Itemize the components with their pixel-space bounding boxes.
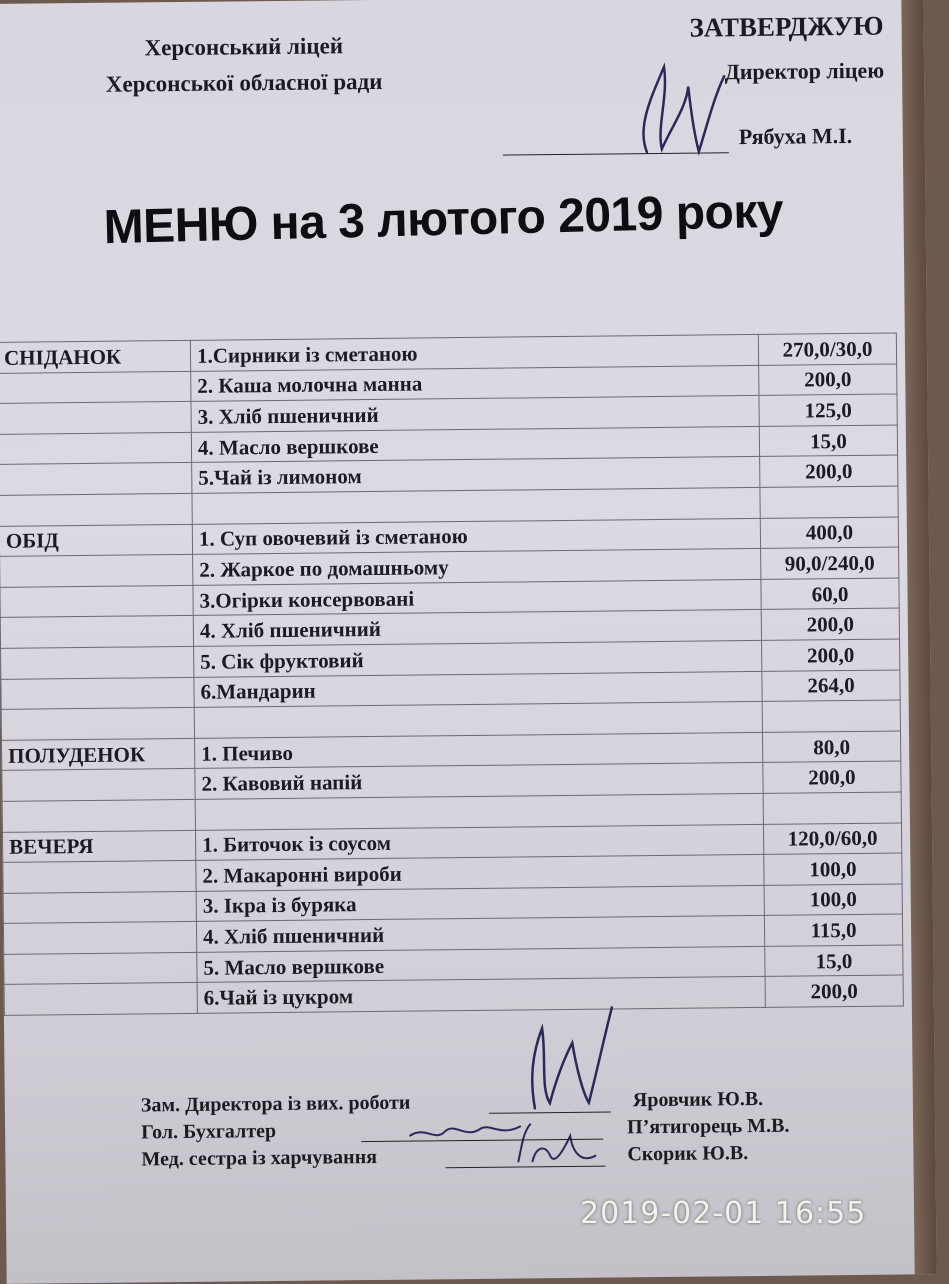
dish-cell: 2. Кавовий напій [195, 763, 763, 800]
quantity-cell: 15,0 [759, 425, 897, 457]
dish-cell: 6.Чай із цукром [197, 977, 765, 1014]
signatories-block [141, 1094, 142, 1175]
nurse-signature [510, 1116, 601, 1172]
meal-cell [1, 707, 194, 740]
dish-cell: 3. Ікра із буряка [196, 885, 764, 922]
dish-cell: 4. Хліб пшеничний [196, 916, 764, 953]
meal-cell [1, 677, 194, 710]
meal-cell [0, 555, 193, 588]
quantity-cell: 100,0 [764, 884, 902, 916]
quantity-cell: 264,0 [762, 670, 900, 702]
quantity-cell: 125,0 [759, 394, 897, 426]
accountant-signature [405, 1116, 525, 1147]
director-name: Рябуха М.І. [739, 123, 853, 150]
meal-cell [3, 922, 196, 955]
quantity-cell: 200,0 [759, 364, 897, 396]
meal-cell [0, 432, 192, 465]
signature-line [446, 1166, 606, 1169]
quantity-cell: 200,0 [763, 761, 901, 793]
director-title: Директор ліцею [634, 58, 894, 87]
quantity-cell: 400,0 [760, 517, 898, 549]
meal-cell [0, 585, 193, 618]
signatory-role: Гол. Бухгалтер [141, 1120, 276, 1144]
quantity-cell: 200,0 [760, 455, 898, 487]
quantity-cell: 80,0 [762, 731, 900, 763]
dish-cell: 5. Сік фруктовий [194, 640, 762, 677]
menu-table [0, 332, 904, 1015]
meal-cell [0, 402, 191, 435]
meal-cell [4, 952, 197, 985]
approval-block [633, 11, 894, 87]
approve-label: ЗАТВЕРДЖУЮ [633, 11, 893, 45]
signatory-name: П’ятигорець М.В. [627, 1115, 790, 1140]
quantity-cell [763, 792, 901, 824]
quantity-cell [762, 700, 900, 732]
quantity-cell: 270,0/30,0 [758, 333, 896, 365]
meal-cell [3, 891, 196, 924]
organization-header [54, 27, 435, 103]
signature-line [361, 1139, 603, 1143]
dish-cell: 4. Масло вершкове [191, 426, 759, 463]
meal-cell [4, 983, 197, 1016]
dish-cell: 1. Печиво [195, 732, 763, 769]
dish-cell: 1.Сирники із сметаною [190, 334, 758, 371]
quantity-cell: 115,0 [764, 914, 902, 946]
dish-cell: 1. Биточок із соусом [195, 824, 763, 861]
meal-cell [0, 371, 191, 404]
meal-cell: ОБІД [0, 524, 193, 557]
meal-cell [2, 769, 195, 802]
org-name-line2: Херсонської обласної ради [54, 63, 434, 103]
dish-cell: 5. Масло вершкове [197, 946, 765, 983]
dish-cell: 2. Жаркое по домашньому [193, 549, 761, 586]
meal-cell [1, 646, 194, 679]
dish-cell: 1. Суп овочевий із сметаною [192, 518, 760, 555]
meal-cell: СНІДАНОК [0, 340, 191, 373]
quantity-cell: 200,0 [761, 608, 899, 640]
dish-cell: 3.Огірки консервовані [193, 579, 761, 616]
quantity-cell: 100,0 [764, 853, 902, 885]
meal-cell [0, 616, 193, 649]
paper-edge [901, 0, 936, 1274]
quantity-cell: 90,0/240,0 [761, 547, 899, 579]
meal-cell: ВЕЧЕРЯ [2, 830, 195, 863]
signatory-name: Яровчик Ю.В. [633, 1088, 764, 1112]
signatory-name: Скорик Ю.В. [627, 1142, 748, 1166]
dish-cell: 2. Каша молочна манна [191, 365, 759, 402]
dish-cell: 4. Хліб пшеничний [193, 610, 761, 647]
dish-cell: 2. Макаронні вироби [196, 855, 764, 892]
deputy-signature [494, 997, 635, 1123]
meal-cell [3, 860, 196, 893]
quantity-cell: 200,0 [765, 975, 903, 1007]
page-title: МЕНЮ на 3 лютого 2019 року [103, 181, 884, 255]
org-name-line1: Херсонський ліцей [54, 27, 434, 67]
meal-cell [2, 799, 195, 832]
meal-cell: ПОЛУДЕНОК [2, 738, 195, 771]
quantity-cell [760, 486, 898, 518]
signatory-role: Мед. сестра із харчування [141, 1146, 377, 1171]
dish-cell: 3. Хліб пшеничний [191, 396, 759, 433]
quantity-cell: 200,0 [762, 639, 900, 671]
quantity-cell: 15,0 [765, 945, 903, 977]
director-signature-line [503, 152, 729, 155]
quantity-cell: 60,0 [761, 578, 899, 610]
photo-timestamp: 2019-02-01 16:55 [580, 1196, 866, 1231]
signature-line [489, 1112, 611, 1114]
quantity-cell: 120,0/60,0 [763, 822, 901, 854]
meal-cell [0, 463, 192, 496]
signatory-role: Зам. Директора із вих. роботи [141, 1092, 411, 1118]
meal-cell [0, 493, 192, 526]
dish-cell: 5.Чай із лимоном [192, 457, 760, 494]
dish-cell: 6.Мандарин [194, 671, 762, 708]
